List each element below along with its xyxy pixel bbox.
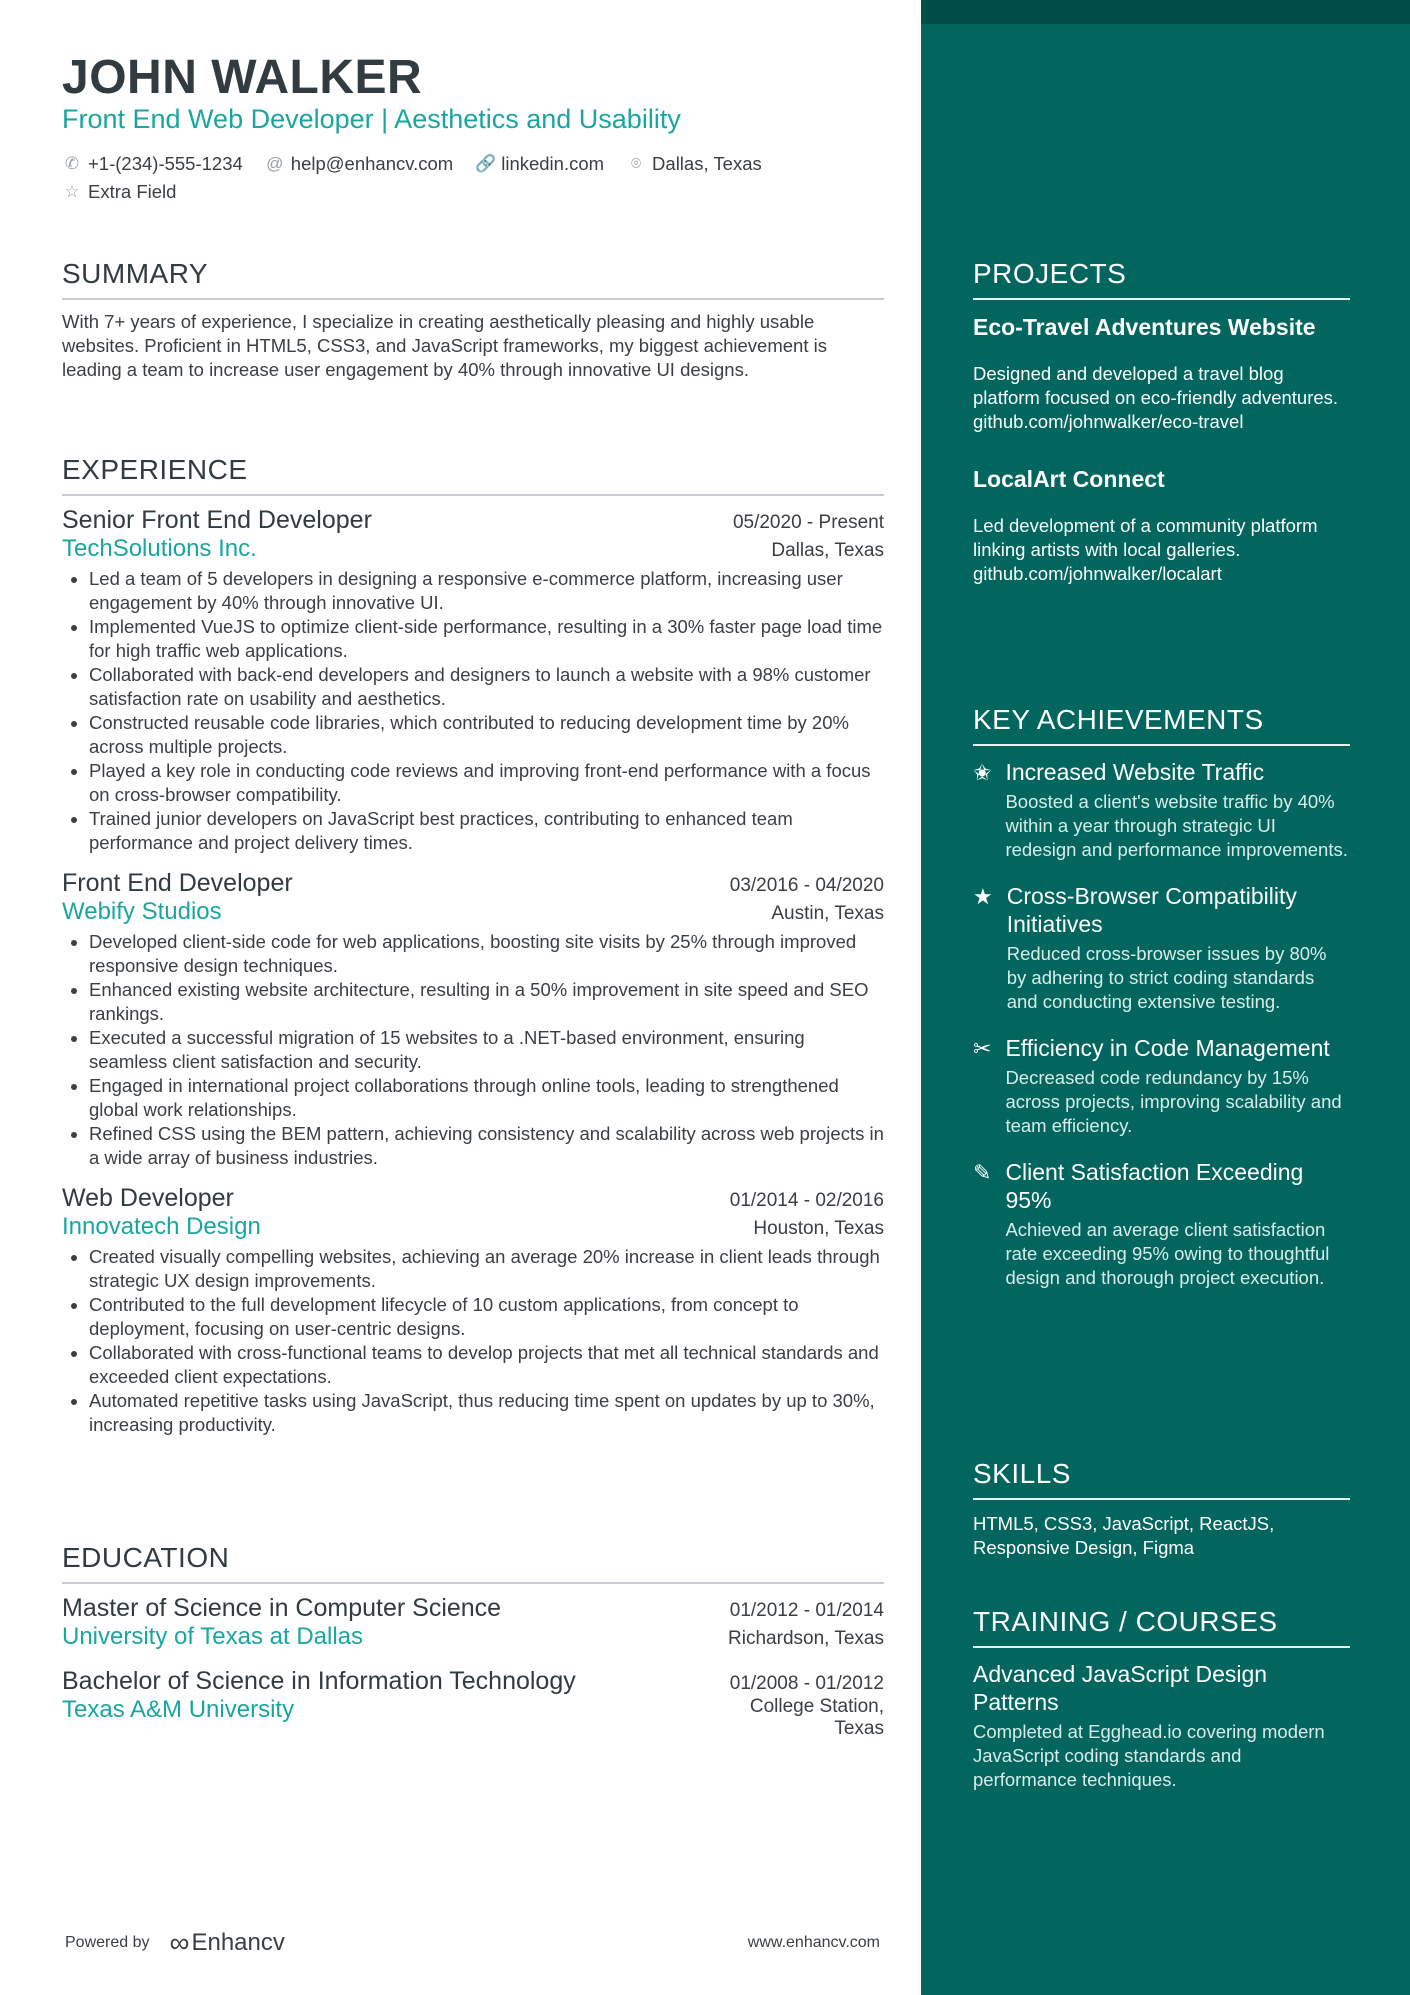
extra-text: Extra Field — [88, 181, 177, 202]
achievement-item — [973, 1034, 1350, 1138]
achievement-title: Cross-Browser Compatibility Initiatives — [1006, 883, 1297, 937]
enhancv-logo-icon: ∞ — [169, 1927, 186, 1958]
achievement-item — [973, 758, 1350, 862]
list-item: • Developed client-side code for web applications, boosting site visits by 25% through improved responsive design techniques. — [89, 930, 884, 978]
job-location: Austin, Texas — [771, 903, 884, 924]
education-date: 01/2008 - 01/2012 — [729, 1673, 884, 1694]
contact-location — [626, 153, 762, 175]
school-name: Texas A&M University — [62, 1696, 295, 1723]
contact-row-extra — [62, 180, 902, 204]
skills-section — [973, 1458, 1350, 1560]
achievements-heading: KEY ACHIEVEMENTS — [973, 704, 1350, 746]
skills-heading: SKILLS — [973, 1458, 1350, 1500]
degree: Bachelor of Science in Information Technology — [62, 1667, 576, 1695]
achievement-item — [973, 1158, 1350, 1290]
at-icon: @ — [266, 154, 284, 173]
job-date: 05/2020 - Present — [732, 512, 884, 533]
powered-by-label: Powered by — [65, 1934, 150, 1951]
company-name: TechSolutions Inc. — [62, 535, 257, 562]
projects-heading: PROJECTS — [973, 258, 1350, 300]
candidate-title: Front End Web Developer | Aesthetics and Usability — [62, 104, 681, 134]
job-title: Senior Front End Developer — [62, 506, 372, 534]
achievements-section — [973, 704, 1350, 1290]
achievement-desc: Decreased code redundancy by 15% across projects, improving scalability and team efficiency. — [1005, 1067, 1342, 1136]
experience-section — [62, 454, 884, 1437]
job-bullets — [62, 1245, 884, 1437]
achievement-item — [973, 882, 1350, 1014]
linkedin-text[interactable]: linkedin.com — [501, 153, 605, 174]
sidebar-top-bar — [921, 0, 1410, 24]
contact-linkedin[interactable] — [475, 153, 604, 175]
skills-list: HTML5, CSS3, JavaScript, ReactJS, Responsive Design, Figma — [973, 1513, 1275, 1558]
list-item: • Collaborated with cross-functional teams to develop projects that met all technical standards and exceeded client expectations. — [89, 1341, 884, 1389]
tools-icon: ✂ — [973, 1036, 992, 1061]
job-entry — [62, 1184, 884, 1437]
email-text[interactable]: help@enhancv.com — [290, 153, 454, 174]
project-desc: Designed and developed a travel blog platform focused on eco-friendly adventures. github.com/johnwalker/eco-travel — [973, 363, 1339, 432]
list-item: • Collaborated with back-end developers and designers to launch a website with a 98% customer satisfaction rate on usability and aesthetics. — [89, 663, 884, 711]
job-location: Dallas, Texas — [771, 540, 884, 561]
powered-by — [65, 1927, 285, 1959]
project-title: LocalArt Connect — [973, 466, 1165, 492]
candidate-name: JOHN WALKER — [62, 51, 423, 104]
contact-row — [62, 152, 902, 176]
education-entry — [62, 1667, 884, 1740]
list-item: • Contributed to the full development lifecycle of 10 custom applications, from concept to deployment, focusing on user-centric designs. — [89, 1293, 884, 1341]
list-item: • Executed a successful migration of 15 websites to a .NET-based environment, ensuring seamless client satisfaction and security. — [89, 1026, 884, 1074]
summary-text: With 7+ years of experience, I specialize in creating aesthetically pleasing and highly usable websites. Proficient in HTML5, CSS3, and JavaScript frameworks, my biggest achievement is leading a team to increase user engagement by 40% through innovative UI designs. — [62, 311, 827, 380]
project-desc: Led development of a community platform linking artists with local galleries. github.com/johnwalker/localart — [973, 515, 1318, 584]
list-item: • Trained junior developers on JavaScript best practices, contributing to enhanced team performance and project delivery times. — [89, 807, 884, 855]
contact-extra — [62, 181, 176, 203]
list-item: • Enhanced existing website architecture, resulting in a 50% improvement in site speed and SEO rankings. — [89, 978, 884, 1026]
school-location: Richardson, Texas — [728, 1628, 884, 1649]
education-date: 01/2012 - 01/2014 — [729, 1600, 884, 1621]
degree: Master of Science in Computer Science — [62, 1594, 502, 1622]
brand-name: Enhancv — [191, 1929, 285, 1956]
star-half-icon: ✬ — [973, 760, 992, 785]
experience-heading: EXPERIENCE — [62, 454, 884, 496]
sidebar-column — [921, 0, 1410, 1995]
list-item: • Refined CSS using the BEM pattern, achieving consistency and scalability across web projects in a wide array of business industries. — [89, 1122, 884, 1170]
job-entry — [62, 506, 884, 855]
job-bullets — [62, 930, 884, 1170]
location-text: Dallas, Texas — [652, 153, 762, 174]
list-item: • Created visually compelling websites, achieving an average 20% increase in client leads through strategic UX design improvements. — [89, 1245, 884, 1293]
school-location: College Station, Texas — [749, 1696, 884, 1739]
contact-email[interactable] — [265, 153, 453, 175]
star-outline-icon: ☆ — [64, 182, 80, 201]
link-icon: 🔗 — [475, 154, 497, 173]
company-name: Innovatech Design — [62, 1213, 261, 1240]
education-section — [62, 1542, 884, 1740]
brand-logo[interactable] — [170, 1927, 285, 1959]
achievement-title: Efficiency in Code Management — [1005, 1035, 1330, 1061]
school-name: University of Texas at Dallas — [62, 1623, 364, 1650]
course-desc: Completed at Egghead.io covering modern JavaScript coding standards and performance techniques. — [973, 1721, 1325, 1790]
company-name: Webify Studios — [62, 898, 222, 925]
contact-info — [62, 152, 902, 208]
achievement-desc: Boosted a client's website traffic by 40% within a year through strategic UI redesign and performance improvements. — [1005, 791, 1348, 860]
list-item: • Played a key role in conducting code reviews and improving front-end performance with a focus on cross-browser compatibility. — [89, 759, 884, 807]
achievement-desc: Reduced cross-browser issues by 80% by adhering to strict coding standards and conducting extensive testing. — [1006, 943, 1327, 1012]
job-bullets — [62, 567, 884, 855]
achievement-title: Increased Website Traffic — [1005, 759, 1265, 785]
job-title: Web Developer — [62, 1184, 234, 1212]
achievement-title: Client Satisfaction Exceeding 95% — [1005, 1159, 1304, 1213]
course-title: Advanced JavaScript Design Patterns — [973, 1661, 1268, 1715]
projects-section — [973, 258, 1350, 586]
achievement-desc: Achieved an average client satisfaction rate exceeding 95% owing to thoughtful design and thorough project execution. — [1005, 1219, 1330, 1288]
job-date: 03/2016 - 04/2020 — [729, 875, 884, 896]
star-icon: ★ — [973, 884, 993, 909]
education-entry — [62, 1594, 884, 1651]
job-location: Houston, Texas — [753, 1218, 884, 1239]
summary-section — [62, 258, 884, 382]
job-date: 01/2014 - 02/2016 — [729, 1190, 884, 1211]
phone-text: +1-(234)-555-1234 — [88, 153, 243, 174]
contact-phone — [62, 153, 243, 175]
job-title: Front End Developer — [62, 869, 293, 897]
job-entry — [62, 869, 884, 1170]
magic-wand-icon: ✎ — [973, 1160, 992, 1185]
phone-icon: ✆ — [64, 154, 80, 173]
list-item: • Led a team of 5 developers in designing a responsive e-commerce platform, increasing user engagement by 40% through innovative UI. — [89, 567, 884, 615]
footer — [65, 1927, 880, 1959]
training-heading: TRAINING / COURSES — [973, 1606, 1350, 1648]
list-item: • Implemented VueJS to optimize client-side performance, resulting in a 30% faster page load time for high traffic web applications. — [89, 615, 884, 663]
project-title: Eco-Travel Adventures Website — [973, 314, 1316, 340]
summary-heading: SUMMARY — [62, 258, 884, 300]
training-section — [973, 1606, 1350, 1792]
footer-url[interactable]: www.enhancv.com — [747, 1934, 880, 1951]
list-item: • Engaged in international project collaborations through online tools, leading to strengthened global work relationships. — [89, 1074, 884, 1122]
education-heading: EDUCATION — [62, 1542, 884, 1584]
list-item: • Automated repetitive tasks using JavaScript, thus reducing time spent on updates by up to 30%, increasing productivity. — [89, 1389, 884, 1437]
location-icon: ⌾ — [630, 154, 642, 173]
list-item: • Constructed reusable code libraries, which contributed to reducing development time by 20% across multiple projects. — [89, 711, 884, 759]
